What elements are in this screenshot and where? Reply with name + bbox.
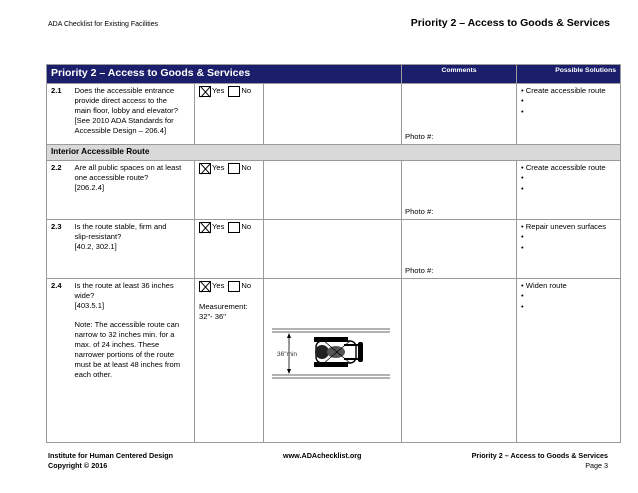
figure-cell	[264, 161, 402, 220]
comments-cell[interactable]	[402, 84, 517, 145]
no-label: No	[241, 281, 252, 291]
table-row	[47, 161, 621, 220]
comments-cell[interactable]	[402, 161, 517, 220]
no-label: No	[241, 163, 252, 173]
arrow-head	[287, 369, 291, 374]
question-line: Does the accessible entrance	[74, 86, 175, 95]
item-number: 2.2	[47, 161, 71, 220]
table-row	[47, 279, 621, 443]
solution-bullet: •	[521, 232, 524, 242]
figure-cell	[264, 220, 402, 279]
yes-no-cell	[195, 84, 264, 145]
solutions-header: Possible Solutions	[517, 65, 621, 84]
figure-cell	[264, 279, 402, 443]
note-line: Note: The accessible route can	[74, 320, 180, 330]
question-line: one accessible route?	[74, 173, 149, 183]
yes-no-cell	[195, 161, 264, 220]
yes-checkbox[interactable]	[199, 86, 211, 97]
yes-checkbox[interactable]	[199, 222, 211, 233]
yes-label: Yes	[212, 86, 225, 96]
solutions-cell	[517, 220, 621, 279]
comments-cell[interactable]	[402, 220, 517, 279]
route-width-figure	[264, 279, 400, 439]
note-line: each other.	[74, 370, 113, 380]
header-section-title: Priority 2 – Access to Goods & Services	[410, 17, 610, 29]
question-cell	[71, 84, 195, 145]
no-checkbox[interactable]	[228, 281, 240, 292]
solution-bullet: •	[521, 291, 524, 301]
question-cell	[71, 220, 195, 279]
question-line: Is the route at least 36 inches	[74, 281, 174, 290]
photo-label: Photo #:	[405, 206, 434, 216]
comments-header: Comments	[402, 65, 517, 84]
yes-label: Yes	[212, 281, 225, 291]
footer-page-number: Page 3	[585, 461, 608, 471]
item-number: 2.1	[47, 84, 71, 145]
note-line: narrower portions of the route	[74, 350, 175, 360]
question-line: [206.2.4]	[74, 183, 105, 193]
measurement-value[interactable]: 32"- 36"	[199, 312, 226, 322]
note-line: max. of 24 inches. These	[74, 340, 160, 350]
checklist-table	[46, 64, 621, 443]
yes-checkbox[interactable]	[199, 281, 211, 292]
table-header-row	[47, 65, 621, 84]
table-row	[47, 220, 621, 279]
note-line: narrow to 32 inches min. for a	[74, 330, 175, 340]
photo-label: Photo #:	[405, 265, 434, 275]
footer-website[interactable]: www.ADAchecklist.org	[283, 451, 362, 460]
solution-bullet: •	[521, 96, 524, 106]
yes-label: Yes	[212, 222, 225, 232]
question-line: [See 2010 ADA Standards for	[74, 116, 174, 126]
solution-bullet: •	[521, 242, 524, 252]
question-line: main floor, lobby and elevator?	[74, 106, 178, 116]
footer-copyright: Copyright © 2016	[48, 461, 108, 471]
solution-item: • Repair uneven surfaces	[521, 222, 606, 231]
measurement-label: Measurement:	[199, 302, 248, 311]
section-title: Interior Accessible Route	[47, 145, 621, 161]
yes-no-cell	[195, 220, 264, 279]
figure-label: 36"min	[277, 351, 298, 358]
no-label: No	[241, 86, 252, 96]
yes-checkbox[interactable]	[199, 163, 211, 174]
question-line: slip-resistant?	[74, 232, 122, 242]
solutions-cell	[517, 279, 621, 443]
table-title: Priority 2 – Access to Goods & Services	[47, 65, 402, 84]
solution-bullet: •	[521, 173, 524, 183]
note-line: must be at least 48 inches from	[74, 360, 181, 370]
solution-bullet: •	[521, 183, 524, 193]
question-line: [40.2, 302.1]	[74, 242, 117, 252]
footer-org	[48, 451, 173, 472]
document-label: ADA Checklist for Existing Facilities	[48, 21, 159, 28]
solution-item: • Widen route	[521, 281, 567, 290]
item-number: 2.4	[47, 279, 71, 443]
no-checkbox[interactable]	[228, 86, 240, 97]
solution-item: • Create accessible route	[521, 86, 606, 95]
footer-org-name: Institute for Human Centered Design	[48, 451, 173, 460]
solutions-cell	[517, 84, 621, 145]
question-cell	[71, 161, 195, 220]
footer-page-info	[472, 451, 608, 472]
question-line: Are all public spaces on at least	[74, 163, 182, 172]
comments-cell[interactable]	[402, 279, 517, 443]
yes-no-cell	[195, 279, 264, 443]
solutions-cell	[517, 161, 621, 220]
section-row	[47, 145, 621, 161]
photo-label: Photo #:	[405, 131, 434, 141]
wheelchair-user-icon	[314, 337, 363, 367]
arrow-head	[287, 333, 291, 338]
table-row	[47, 84, 621, 145]
question-cell	[71, 279, 195, 443]
solution-bullet: •	[521, 301, 524, 311]
question-line: Accessible Design – 206.4]	[74, 126, 167, 136]
footer-section: Priority 2 – Access to Goods & Services	[471, 451, 608, 460]
solution-bullet: •	[521, 106, 524, 116]
figure-cell	[264, 84, 402, 145]
question-line: provide direct access to the	[74, 96, 167, 106]
solution-item: • Create accessible route	[521, 163, 606, 172]
question-line: wide?	[74, 291, 95, 301]
no-checkbox[interactable]	[228, 222, 240, 233]
no-checkbox[interactable]	[228, 163, 240, 174]
yes-label: Yes	[212, 163, 225, 173]
item-number: 2.3	[47, 220, 71, 279]
question-line: [403.5.1]	[74, 301, 105, 311]
no-label: No	[241, 222, 252, 232]
question-line: Is the route stable, firm and	[74, 222, 167, 231]
